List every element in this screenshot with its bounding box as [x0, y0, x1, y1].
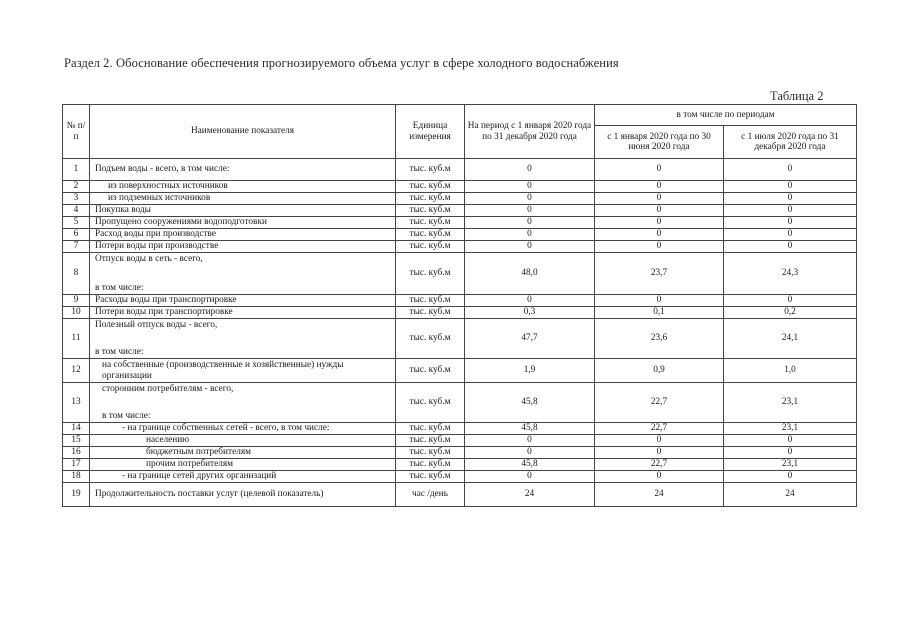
header-half1: с 1 января 2020 года по 30 июня 2020 года — [595, 126, 724, 159]
row-unit: тыс. куб.м — [396, 193, 465, 205]
table-row — [63, 217, 857, 229]
row-number: 10 — [63, 307, 90, 319]
row-number: 5 — [63, 217, 90, 229]
table-row — [63, 319, 857, 359]
row-unit: тыс. куб.м — [396, 319, 465, 359]
row-name: Потери воды при производстве — [90, 241, 396, 253]
row-name: Подъем воды - всего, в том числе: — [90, 159, 396, 181]
row-unit: тыс. куб.м — [396, 447, 465, 459]
row-half2: 24 — [724, 483, 857, 507]
row-half1: 22,7 — [595, 423, 724, 435]
row-half1: 0 — [595, 447, 724, 459]
row-name-line: сторонним потребителям - всего, — [102, 383, 234, 394]
row-number: 16 — [63, 447, 90, 459]
table-row — [63, 241, 857, 253]
table-row — [63, 295, 857, 307]
row-total: 0,3 — [465, 307, 595, 319]
row-unit: тыс. куб.м — [396, 435, 465, 447]
row-unit: тыс. куб.м — [396, 181, 465, 193]
table-row — [63, 471, 857, 483]
table-row — [63, 253, 857, 295]
row-name: бюджетным потребителям — [90, 447, 396, 459]
row-unit: тыс. куб.м — [396, 471, 465, 483]
row-name: из поверхностных источников — [90, 181, 396, 193]
row-half2: 0 — [724, 193, 857, 205]
row-number: 11 — [63, 319, 90, 359]
row-half1: 0 — [595, 181, 724, 193]
table-row — [63, 423, 857, 435]
row-unit: час /день — [396, 483, 465, 507]
row-total: 0 — [465, 193, 595, 205]
row-number: 3 — [63, 193, 90, 205]
row-name: на собственные (производственные и хозяйственные) нужды организации — [90, 359, 396, 383]
row-half1: 24 — [595, 483, 724, 507]
row-unit: тыс. куб.м — [396, 159, 465, 181]
row-total: 1,9 — [465, 359, 595, 383]
row-name-line: Полезный отпуск воды - всего, — [95, 319, 218, 330]
table-row — [63, 359, 857, 383]
table-row — [63, 307, 857, 319]
row-total: 47,7 — [465, 319, 595, 359]
row-total: 45,8 — [465, 459, 595, 471]
row-total: 0 — [465, 205, 595, 217]
table-row — [63, 229, 857, 241]
header-num: № п/п — [63, 105, 90, 159]
row-half1: 0 — [595, 159, 724, 181]
row-name — [90, 253, 396, 295]
table-row — [63, 159, 857, 181]
row-number: 18 — [63, 471, 90, 483]
table-label: Таблица 2 — [770, 89, 824, 103]
table-row — [63, 435, 857, 447]
row-unit: тыс. куб.м — [396, 295, 465, 307]
row-name: Пропущено сооружениями водоподготовки — [90, 217, 396, 229]
row-half2: 0 — [724, 205, 857, 217]
row-total: 48,0 — [465, 253, 595, 295]
row-total: 0 — [465, 471, 595, 483]
row-half2: 0 — [724, 229, 857, 241]
row-half2: 1,0 — [724, 359, 857, 383]
row-number: 4 — [63, 205, 90, 217]
row-total: 24 — [465, 483, 595, 507]
row-half2: 0 — [724, 181, 857, 193]
row-half2: 23,1 — [724, 383, 857, 423]
row-unit: тыс. куб.м — [396, 217, 465, 229]
row-half2: 23,1 — [724, 459, 857, 471]
row-number: 2 — [63, 181, 90, 193]
row-half2: 24,1 — [724, 319, 857, 359]
row-name-subline: в том числе: — [95, 347, 144, 358]
row-total: 0 — [465, 435, 595, 447]
table-row — [63, 383, 857, 423]
row-half1: 0 — [595, 217, 724, 229]
row-unit: тыс. куб.м — [396, 307, 465, 319]
row-number: 15 — [63, 435, 90, 447]
row-half2: 0 — [724, 295, 857, 307]
row-number: 19 — [63, 483, 90, 507]
row-total: 0 — [465, 217, 595, 229]
row-name: Расходы воды при транспортировке — [90, 295, 396, 307]
row-total: 45,8 — [465, 423, 595, 435]
row-unit: тыс. куб.м — [396, 383, 465, 423]
row-half1: 0 — [595, 471, 724, 483]
row-half2: 0 — [724, 217, 857, 229]
row-name-subline: в том числе: — [102, 411, 151, 422]
row-unit: тыс. куб.м — [396, 423, 465, 435]
row-number: 7 — [63, 241, 90, 253]
row-name — [90, 383, 396, 423]
row-total: 0 — [465, 295, 595, 307]
row-total: 0 — [465, 241, 595, 253]
row-name: Покупка воды — [90, 205, 396, 217]
row-number: 6 — [63, 229, 90, 241]
row-half2: 0 — [724, 471, 857, 483]
row-half2: 0 — [724, 241, 857, 253]
section-title: Раздел 2. Обоснование обеспечения прогнозируемого объема услуг в сфере холодного водоснабжения — [64, 56, 619, 70]
row-number: 1 — [63, 159, 90, 181]
row-half1: 0 — [595, 229, 724, 241]
row-number: 13 — [63, 383, 90, 423]
row-unit: тыс. куб.м — [396, 205, 465, 217]
row-name: Потери воды при транспортировке — [90, 307, 396, 319]
row-unit: тыс. куб.м — [396, 241, 465, 253]
row-unit: тыс. куб.м — [396, 253, 465, 295]
row-number: 8 — [63, 253, 90, 295]
row-name-subline: в том числе: — [95, 283, 144, 294]
row-half1: 0 — [595, 295, 724, 307]
row-half1: 23,7 — [595, 253, 724, 295]
indicators-table — [62, 104, 857, 507]
row-half1: 0,9 — [595, 359, 724, 383]
row-name — [90, 319, 396, 359]
row-total: 0 — [465, 159, 595, 181]
row-name: - на границе сетей других организаций — [90, 471, 396, 483]
header-period: На период с 1 января 2020 года по 31 декабря 2020 года — [465, 105, 595, 159]
row-number: 9 — [63, 295, 90, 307]
row-total: 45,8 — [465, 383, 595, 423]
row-total: 0 — [465, 229, 595, 241]
header-name: Наименование показателя — [90, 105, 396, 159]
table-row — [63, 181, 857, 193]
table-row — [63, 483, 857, 507]
row-name: прочим потребителям — [90, 459, 396, 471]
row-half2: 0 — [724, 435, 857, 447]
header-group: в том числе по периодам — [595, 105, 857, 126]
row-total: 0 — [465, 181, 595, 193]
row-unit: тыс. куб.м — [396, 459, 465, 471]
row-unit: тыс. куб.м — [396, 359, 465, 383]
header-half2: с 1 июля 2020 года по 31 декабря 2020 года — [724, 126, 857, 159]
row-half2: 0,2 — [724, 307, 857, 319]
row-half1: 0 — [595, 435, 724, 447]
row-half2: 0 — [724, 159, 857, 181]
row-half1: 22,7 — [595, 459, 724, 471]
row-unit: тыс. куб.м — [396, 229, 465, 241]
row-half2: 24,3 — [724, 253, 857, 295]
row-number: 12 — [63, 359, 90, 383]
header-unit: Единица измерения — [396, 105, 465, 159]
row-name: - на границе собственных сетей - всего, в том числе: — [90, 423, 396, 435]
row-half1: 22,7 — [595, 383, 724, 423]
row-half1: 23,6 — [595, 319, 724, 359]
row-number: 14 — [63, 423, 90, 435]
row-name-line: Отпуск воды в сеть - всего, — [95, 253, 203, 264]
row-name: Расход воды при производстве — [90, 229, 396, 241]
row-name: Продолжительность поставки услуг (целевой показатель) — [90, 483, 396, 507]
row-half1: 0,1 — [595, 307, 724, 319]
row-half2: 23,1 — [724, 423, 857, 435]
header-row — [63, 105, 857, 126]
row-number: 17 — [63, 459, 90, 471]
table-row — [63, 447, 857, 459]
table-row — [63, 193, 857, 205]
row-half1: 0 — [595, 205, 724, 217]
row-total: 0 — [465, 447, 595, 459]
table-row — [63, 205, 857, 217]
row-name: из подземных источников — [90, 193, 396, 205]
row-half2: 0 — [724, 447, 857, 459]
table-row — [63, 459, 857, 471]
row-name: населению — [90, 435, 396, 447]
row-half1: 0 — [595, 241, 724, 253]
row-half1: 0 — [595, 193, 724, 205]
